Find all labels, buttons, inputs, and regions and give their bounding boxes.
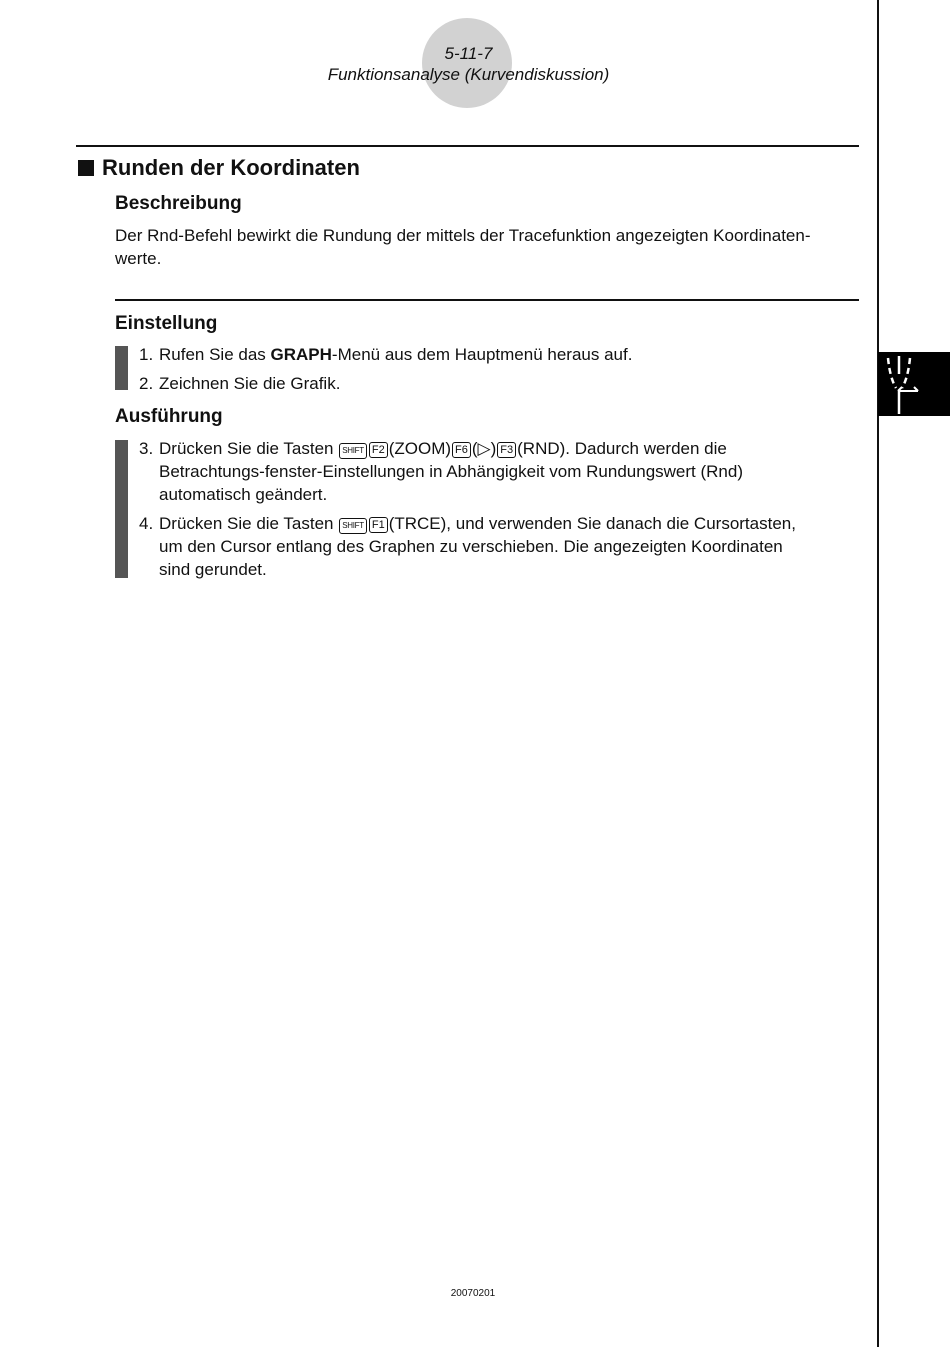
- step-text: [159, 343, 859, 366]
- step-text-part: Drücken Sie die Tasten: [159, 439, 339, 458]
- step-text-line-1: [159, 439, 727, 458]
- key-label: (▷): [471, 439, 497, 458]
- setup-heading: Einstellung: [115, 313, 218, 334]
- description-line-2: werte.: [115, 249, 162, 268]
- key-label: (ZOOM): [388, 439, 452, 458]
- shift-key-icon: SHIFT: [339, 443, 367, 459]
- setup-steps-bar: [115, 346, 128, 390]
- subsection-rule: [115, 299, 859, 301]
- step-text-part: (TRCE), und verwenden Sie danach die Cursortasten,: [388, 514, 796, 533]
- footer-code: 20070201: [450, 1288, 496, 1299]
- step-number: 1.: [139, 345, 154, 364]
- step-number: 2.: [139, 374, 154, 393]
- shift-key-icon: SHIFT: [339, 518, 367, 534]
- f1-key-icon: F1: [369, 517, 388, 533]
- chapter-tab: [878, 352, 950, 416]
- step-text: [159, 512, 859, 581]
- graph-parabola-icon: [878, 352, 950, 416]
- step-text-part: (RND). Dadurch werden die: [517, 439, 727, 458]
- page-number: 5-11-7: [444, 44, 493, 63]
- step-text-line-2: um den Cursor entlang des Graphen zu verschieben. Die angezeigten Koordinaten: [159, 537, 783, 556]
- step-text-line-2: Betrachtungs-fenster-Einstellungen in Abhängigkeit vom Rundungswert (Rnd): [159, 462, 743, 481]
- step-number: 4.: [139, 514, 154, 533]
- f3-key-icon: F3: [497, 442, 516, 458]
- chapter-title: Funktionsanalyse (Kurvendiskussion): [327, 65, 610, 84]
- execution-steps-bar: [115, 440, 128, 578]
- step-text-line-3: sind gerundet.: [159, 560, 267, 579]
- f2-key-icon: F2: [369, 442, 388, 458]
- step-2: [139, 372, 859, 395]
- step-text-part: Drücken Sie die Tasten: [159, 514, 339, 533]
- step-4: [139, 512, 859, 581]
- step-text: [159, 437, 859, 506]
- step-text-line-1: [159, 514, 796, 533]
- right-margin-rule: [877, 0, 879, 1347]
- menu-name: GRAPH: [270, 345, 332, 364]
- section-title: Runden der Koordinaten: [102, 155, 360, 180]
- execution-heading: Ausführung: [115, 406, 223, 427]
- step-text: Zeichnen Sie die Grafik.: [159, 374, 341, 393]
- description-line-1: Der Rnd-Befehl bewirkt die Rundung der mittels der Tracefunktion angezeigten Koordinaten-: [115, 226, 811, 245]
- step-number: 3.: [139, 439, 154, 458]
- square-bullet-icon: [78, 160, 94, 176]
- description-heading: Beschreibung: [115, 193, 242, 214]
- step-3: [139, 437, 859, 506]
- section-heading: [78, 155, 360, 181]
- description-text: [115, 224, 860, 270]
- section-top-rule: [76, 145, 859, 147]
- step-text-part: -Menü aus dem Hauptmenü heraus auf.: [331, 345, 633, 364]
- step-text-part: Rufen Sie das: [159, 345, 271, 364]
- f6-key-icon: F6: [452, 442, 471, 458]
- step-text-line-3: automatisch geändert.: [159, 485, 328, 504]
- step-1: [139, 343, 859, 366]
